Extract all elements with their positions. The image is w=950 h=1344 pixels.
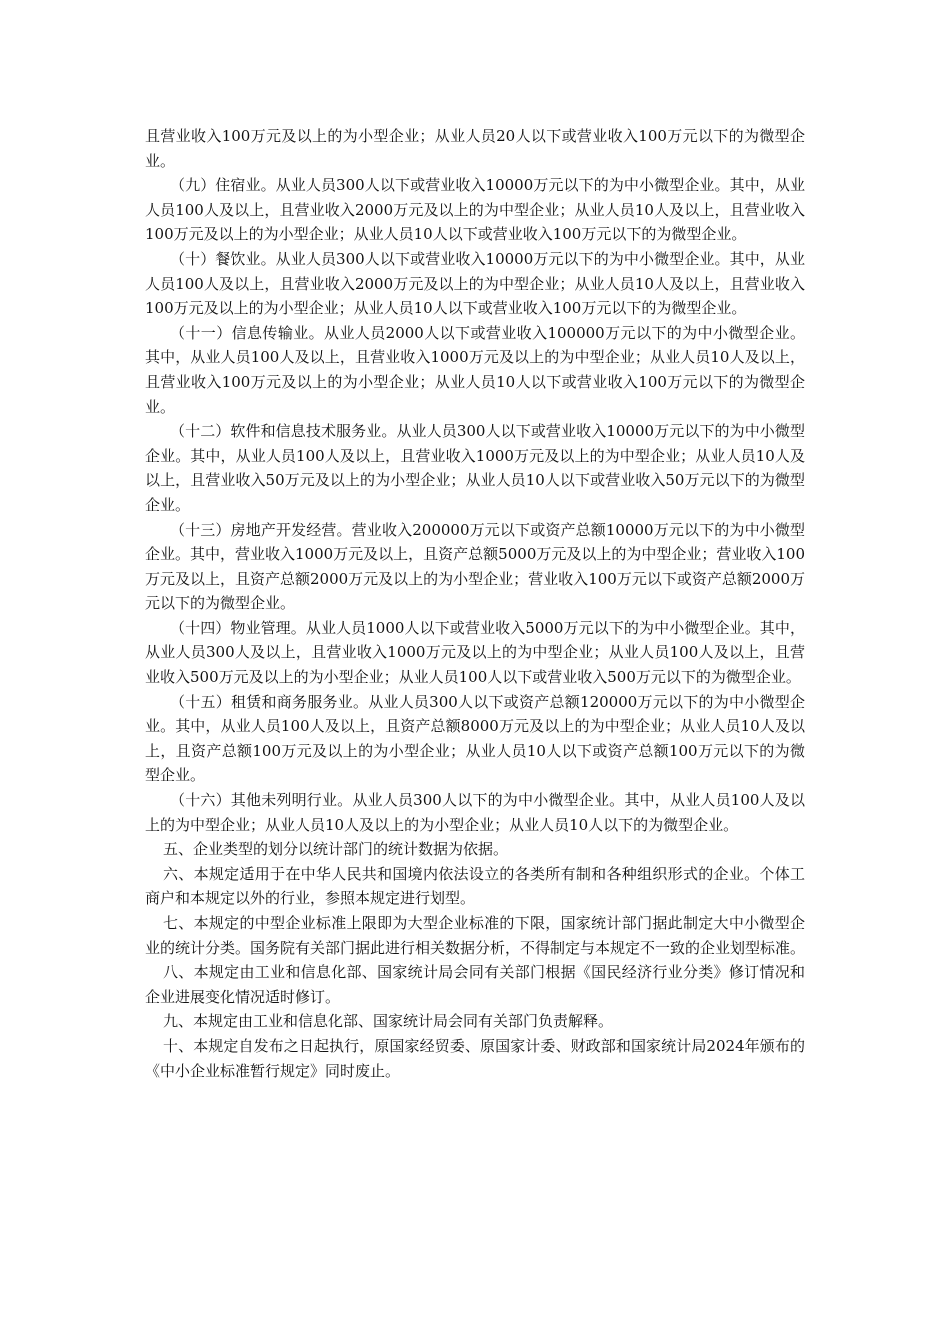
paragraph-continuation: 且营业收入100万元及以上的为小型企业；从业人员20人以下或营业收入100万元以下的为微型企业。: [145, 127, 805, 170]
paragraph-item-13-real-estate: （十三）房地产开发经营。营业收入200000万元以下或资产总额10000万元以下的为中小微型企业。其中，营业收入1000万元及以上，且资产总额5000万元及以上的为中型企业；营业收入100万元及以上，且资产总额2000万元及以上的为小型企业；营业收入100万元以下或资产总额2000万元以下的为微型企业。: [145, 520, 805, 613]
paragraph-item-11-information-transmission: （十一）信息传输业。从业人员2000人以下或营业收入100000万元以下的为中小微型企业。其中，从业人员100人及以上，且营业收入1000万元及以上的为中型企业；从业人员10人及以上，且营业收入100万元及以上的为小型企业；从业人员10人以下或营业收入100万元以下的为微型企业。: [145, 323, 805, 416]
paragraph-item-12-software: （十二）软件和信息技术服务业。从业人员300人以下或营业收入10000万元以下的为中小微型企业。其中，从业人员100人及以上，且营业收入1000万元及以上的为中型企业；从业人员10人及以上，且营业收入50万元及以上的为小型企业；从业人员10人以下或营业收入50万元以下的为微型企业。: [145, 422, 805, 514]
paragraph-item-16-other: （十六）其他未列明行业。从业人员300人以下的为中小微型企业。其中，从业人员100人及以上的为中型企业；从业人员10人及以上的为小型企业；从业人员10人以下的为微型企业。: [145, 791, 805, 834]
paragraph-article-9: 九、本规定由工业和信息化部、国家统计局会同有关部门负责解释。: [163, 1012, 614, 1031]
document-page: [145, 124, 805, 1083]
paragraph-article-6: 六、本规定适用于在中华人民共和国境内依法设立的各类所有制和各种组织形式的企业。个体工商户和本规定以外的行业，参照本规定进行划型。: [145, 864, 805, 908]
paragraph-item-15-leasing: （十五）租赁和商务服务业。从业人员300人以下或资产总额120000万元以下的为中小微型企业。其中，从业人员100人及以上，且资产总额8000万元及以上的为中型企业；从业人员10人及以上，且资产总额100万元及以上的为小型企业；从业人员10人以下或资产总额100万元以下的为微型企业。: [145, 692, 805, 785]
paragraph-item-9-accommodation: （九）住宿业。从业人员300人以下或营业收入10000万元以下的为中小微型企业。其中，从业人员100人及以上，且营业收入2000万元及以上的为中型企业；从业人员10人及以上，且营业收入100万元及以上的为小型企业；从业人员10人以下或营业收入100万元以下的为微型企业。: [145, 176, 805, 244]
paragraph-item-14-property-management: （十四）物业管理。从业人员1000人以下或营业收入5000万元以下的为中小微型企业。其中，从业人员300人及以上，且营业收入1000万元及以上的为中型企业；从业人员100人及以上，且营业收入500万元及以上的为小型企业；从业人员100人以下或营业收入500万元以下的为微型企业。: [145, 618, 805, 687]
paragraph-article-8: 八、本规定由工业和信息化部、国家统计局会同有关部门根据《国民经济行业分类》修订情况和企业进展变化情况适时修订。: [145, 963, 805, 1006]
paragraph-article-5: 五、企业类型的划分以统计部门的统计数据为依据。: [163, 840, 509, 859]
paragraph-article-7: 七、本规定的中型企业标准上限即为大型企业标准的下限，国家统计部门据此制定大中小微型企业的统计分类。国务院有关部门据此进行相关数据分析，不得制定与本规定不一致的企业划型标准。: [145, 914, 806, 957]
paragraph-article-10: 十、本规定自发布之日起执行，原国家经贸委、原国家计委、财政部和国家统计局2024年颁布的《中小企业标准暂行规定》同时废止。: [145, 1036, 805, 1080]
paragraph-item-10-catering: （十）餐饮业。从业人员300人以下或营业收入10000万元以下的为中小微型企业。其中，从业人员100人及以上，且营业收入2000万元及以上的为中型企业；从业人员10人及以上，且营业收入100万元及以上的为小型企业；从业人员10人以下或营业收入100万元以下的为微型企业。: [145, 249, 805, 318]
